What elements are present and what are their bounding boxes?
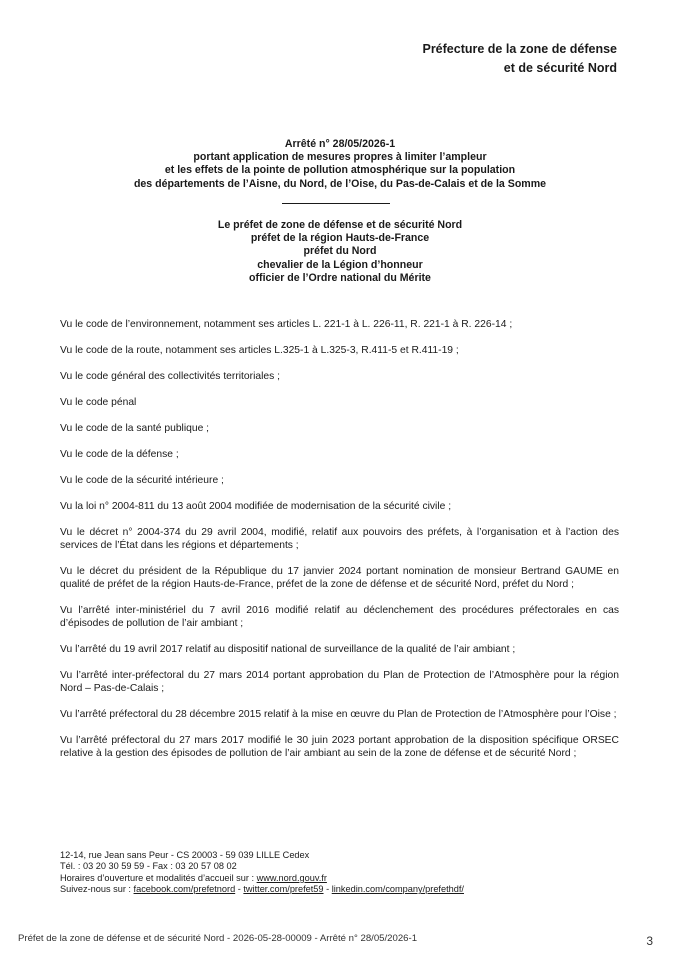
link-separator: - xyxy=(235,884,244,895)
arrete-title xyxy=(60,138,620,191)
prefecture-line-1: Préfecture de la zone de défense xyxy=(422,42,617,56)
visa-paragraph: Vu l’arrêté préfectoral du 28 décembre 2015 relatif à la mise en œuvre du Plan de Protection de l’Atmosphère pour l’Oise ; xyxy=(60,709,617,720)
arrete-title-line: des départements de l’Aisne, du Nord, de l’Oise, du Pas-de-Calais et de la Somme xyxy=(133,177,547,190)
contact-phone: Tél. : 03 20 30 59 59 - Fax : 03 20 57 08 02 xyxy=(60,861,237,872)
visa-paragraph: Vu l’arrêté du 19 avril 2017 relatif au dispositif national de surveillance de la qualité de l’air ambiant ; xyxy=(60,644,516,655)
prefet-line: préfet de la région Hauts-de-France xyxy=(250,232,430,245)
contact-block xyxy=(60,850,464,896)
website-link[interactable]: www.nord.gouv.fr xyxy=(256,872,327,883)
visas-list xyxy=(60,318,619,773)
prefet-line: chevalier de la Légion d’honneur xyxy=(257,258,423,271)
visa-paragraph: Vu le code pénal xyxy=(60,397,137,408)
prefet-block xyxy=(60,219,620,285)
visa-paragraph: Vu l’arrêté inter-ministériel du 7 avril 2016 modifié relatif au déclenchement des procédures préfectorales en cas d’épisodes de pollution de l’air ambiant ; xyxy=(60,605,619,629)
prefet-line: officier de l’Ordre national du Mérite xyxy=(249,271,431,284)
visa-paragraph: Vu le code de la sécurité intérieure ; xyxy=(60,475,224,486)
visa-paragraph: Vu le code de la route, notamment ses articles L.325-1 à L.325-3, R.411-5 et R.411-19 ; xyxy=(60,345,459,356)
contact-hours xyxy=(60,873,464,884)
link-separator: - xyxy=(323,884,332,895)
page-footer: Préfet de la zone de défense et de sécurité Nord - 2026-05-28-00009 - Arrêté n° 28/05/2026-1 xyxy=(18,933,418,944)
visa-paragraph: Vu le code de la défense ; xyxy=(60,449,179,460)
prefet-line: préfet du Nord xyxy=(303,245,377,258)
visa-paragraph: Vu le code de la santé publique ; xyxy=(60,423,210,434)
contact-address: 12-14, rue Jean sans Peur - CS 20003 - 59 039 LILLE Cedex xyxy=(60,850,310,860)
twitter-link[interactable]: twitter.com/prefet59 xyxy=(243,884,324,895)
prefecture-line-2: et de sécurité Nord xyxy=(503,61,617,75)
page-number: 3 xyxy=(646,934,653,948)
arrete-title-line: et les effets de la pointe de pollution atmosphérique sur la population xyxy=(164,164,516,177)
arrete-title-line: portant application de mesures propres à limiter l’ampleur xyxy=(193,151,487,164)
contact-social xyxy=(60,884,464,895)
visa-paragraph: Vu le code de l’environnement, notamment ses articles L. 221-1 à L. 226-11, R. 221-1 à R. 226-14 ; xyxy=(60,319,513,330)
linkedin-link[interactable]: linkedin.com/company/prefethdf/ xyxy=(331,884,464,895)
visa-paragraph: Vu le décret n° 2004-374 du 29 avril 2004, modifié, relatif aux pouvoirs des préfets, à l’organisation et à l’action des services de l’État dans les régions et départements ; xyxy=(60,527,619,551)
visa-paragraph: Vu le code général des collectivités territoriales ; xyxy=(60,371,280,382)
prefet-line: Le préfet de zone de défense et de sécurité Nord xyxy=(217,219,463,231)
facebook-link[interactable]: facebook.com/prefetnord xyxy=(133,884,236,895)
contact-hours-label: Horaires d’ouverture et modalités d’accueil sur : xyxy=(60,872,257,883)
visa-paragraph: Vu l’arrêté préfectoral du 27 mars 2017 modifié le 30 juin 2023 portant approbation de la disposition spécifique ORSEC relative à la gestion des épisodes de pollution de l’air ambiant au sein de la zone de défense et de sécurité Nord ; xyxy=(60,735,619,759)
title-divider xyxy=(282,203,390,204)
visa-paragraph: Vu l’arrêté inter-préfectoral du 27 mars 2014 portant approbation du Plan de Protection de l’Atmosphère pour la région Nord – Pas-de-Calais ; xyxy=(60,670,619,694)
visa-paragraph: Vu la loi n° 2004-811 du 13 août 2004 modifiée de modernisation de la sécurité civile ; xyxy=(60,501,452,512)
prefecture-header xyxy=(422,40,617,78)
visa-paragraph: Vu le décret du président de la République du 17 janvier 2024 portant nomination de monsieur Bertrand GAUME en qualité de préfet de la région Hauts-de-France, préfet de la zone de défense et de sécurité Nord, préfet du Nord ; xyxy=(60,566,619,590)
contact-follow-label: Suivez-nous sur : xyxy=(60,884,134,895)
arrete-number: Arrêté n° 28/05/2026-1 xyxy=(284,138,396,150)
